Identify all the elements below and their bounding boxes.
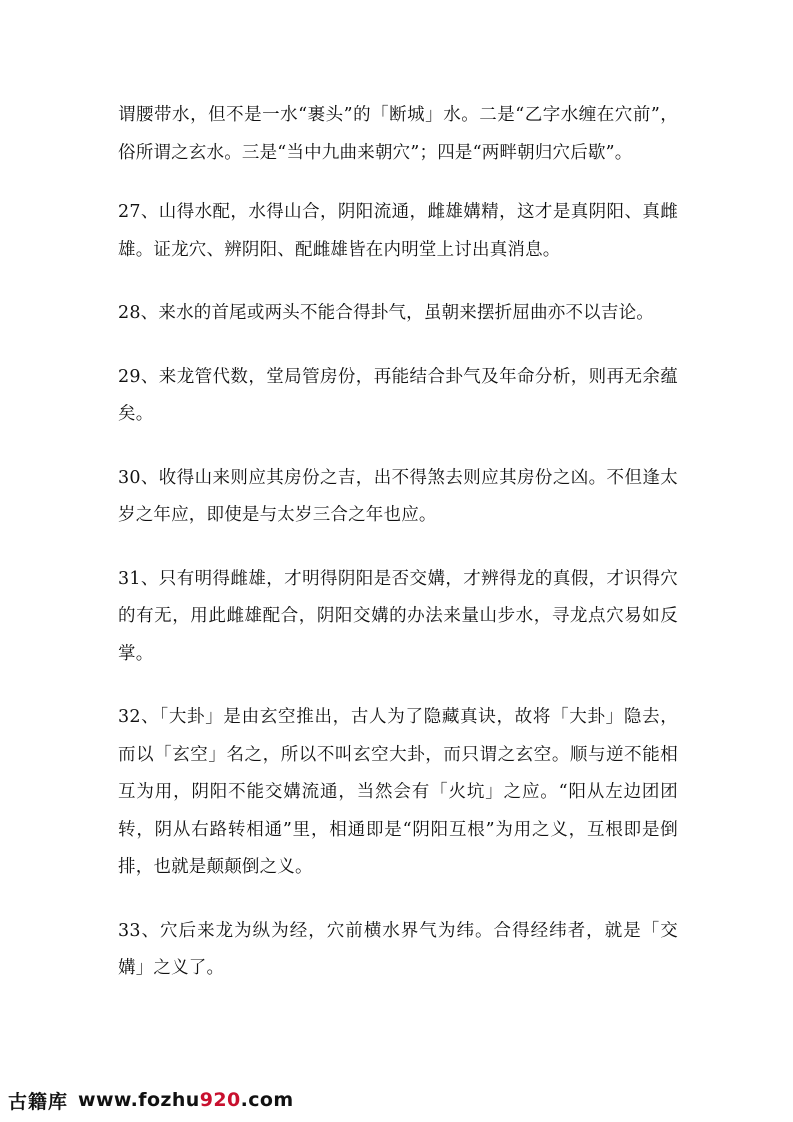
site-url-prefix: www.fozhu [78,1089,200,1111]
paragraph-28: 28、来水的首尾或两头不能合得卦气，虽朝来摆折屈曲亦不以吉论。 [118,303,654,323]
document-body [118,97,678,1014]
site-url-number: 920 [199,1089,241,1111]
paragraph-33: 33、穴后来龙为纵为经，穴前横水界气为纬。合得经纬者，就是「交媾」之义了。 [118,920,678,978]
paragraph-31: 31、只有明得雌雄，才明得阴阳是否交媾，才辨得龙的真假，才识得穴的有无，用此雌雄配合，阴阳交媾的办法来量山步水，寻龙点穴易如反掌。 [118,568,678,664]
paragraph-32: 32、「大卦」是由玄空推出，古人为了隐藏真诀，故将「大卦」隐去，而以「玄空」名之，所以不叫玄空大卦，而只谓之玄空。顺与逆不能相互为用，阴阳不能交媾流通，当然会有「火坑」之应。“阳从左边团团转，阴从右路转相通”里，相通即是“阴阳互根”为用之义，互根即是倒排，也就是颠颠倒之义。 [118,707,678,877]
paragraph-continuation: 谓腰带水，但不是一水“裹头”的「断城」水。二是“乙字水缠在穴前”，俗所谓之玄水。三是“当中九曲来朝穴”；四是“两畔朝归穴后歇”。 [118,105,678,163]
paragraph-27: 27、山得水配，水得山合，阴阳流通，雌雄媾精，这才是真阴阳、真雌雄。证龙穴、辨阴阳、配雌雄皆在内明堂上讨出真消息。 [118,202,678,260]
paragraph-29: 29、来龙管代数，堂局管房份，再能结合卦气及年命分析，则再无余蕴矣。 [118,366,678,424]
site-url-suffix: .com [240,1089,294,1111]
site-brand: 古籍库 [8,1090,69,1113]
site-url[interactable] [78,1089,294,1111]
paragraph-30: 30、收得山来则应其房份之吉，出不得煞去则应其房份之凶。不但逢太岁之年应，即使是与太岁三合之年也应。 [118,467,678,525]
watermark-footer [8,1085,294,1115]
